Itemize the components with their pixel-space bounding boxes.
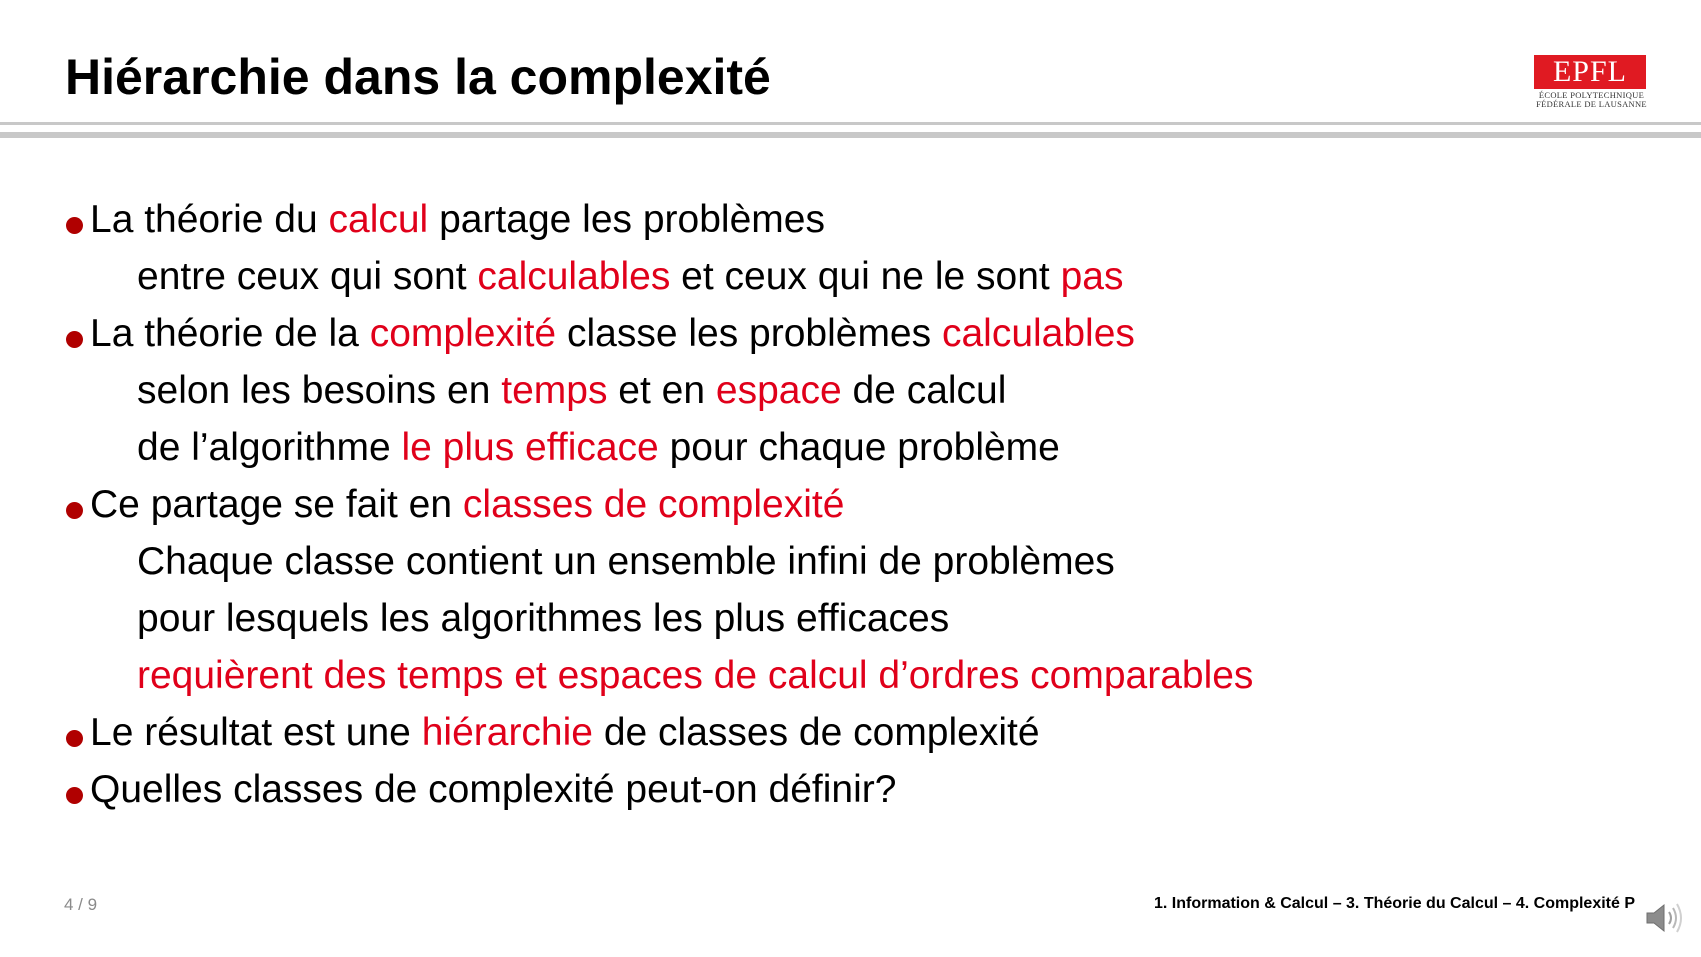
logo-subtitle (1534, 91, 1649, 109)
continuation-line (137, 252, 1123, 302)
body-text: de calcul (841, 369, 1007, 412)
bullet-dot-icon (66, 331, 83, 348)
logo-line1: ÉCOLE POLYTECHNIQUE (1538, 90, 1645, 100)
bullet-dot-icon (66, 787, 83, 804)
bullet-dot-icon (66, 217, 83, 234)
speaker-icon[interactable] (1644, 901, 1684, 935)
highlight-text: requièrent des temps et espaces de calcul d’ordres comparables (137, 654, 1254, 697)
highlight-text: espace (715, 369, 842, 412)
body-text: partage les problèmes (428, 198, 825, 241)
continuation-line (137, 366, 1006, 416)
highlight-text: temps (501, 369, 608, 412)
bullet-line (90, 708, 1040, 758)
body-text: entre ceux qui sont (137, 255, 478, 298)
body-text: et en (607, 369, 716, 412)
header-rule-thick (0, 132, 1701, 138)
body-text: Le résultat est une (90, 711, 422, 754)
continuation-line (137, 423, 1060, 473)
logo-line2: FÉDÉRALE DE LAUSANNE (1536, 99, 1647, 109)
bullet-line (90, 195, 825, 245)
highlight-text: calcul (328, 198, 429, 241)
body-text: de l’algorithme (137, 426, 402, 469)
highlight-text: hiérarchie (421, 711, 593, 754)
body-text: pour chaque problème (658, 426, 1060, 469)
epfl-logo (1534, 55, 1649, 109)
body-text: classe les problèmes (556, 312, 942, 355)
bullet-line (90, 765, 896, 815)
body-text: de classes de complexité (592, 711, 1040, 754)
footer-breadcrumb: 1. Information & Calcul – 3. Théorie du Calcul – 4. Complexité P (1154, 895, 1635, 912)
body-text: Quelles classes de complexité peut-on définir? (90, 768, 897, 811)
highlight-text: calculables (941, 312, 1135, 355)
body-text: pour lesquels les algorithmes les plus efficaces (137, 597, 950, 640)
bullet-line (90, 309, 1135, 359)
body-text: Chaque classe contient un ensemble infini de problèmes (137, 540, 1115, 583)
header-rule-thin (0, 122, 1701, 125)
body-text: selon les besoins en (137, 369, 502, 412)
continuation-line (137, 651, 1253, 701)
slide-title: Hiérarchie dans la complexité (65, 49, 771, 105)
body-text: Ce partage se fait en (90, 483, 463, 526)
highlight-text: le plus efficace (401, 426, 659, 469)
page-number: 4 / 9 (64, 895, 98, 914)
logo-wordmark: EPFL (1552, 55, 1628, 88)
body-text: La théorie du (90, 198, 329, 241)
continuation-line (137, 594, 949, 644)
highlight-text: pas (1060, 255, 1124, 298)
highlight-text: calculables (477, 255, 671, 298)
continuation-line (137, 537, 1115, 587)
bullet-dot-icon (66, 730, 83, 747)
highlight-text: complexité (369, 312, 557, 355)
highlight-text: classes de complexité (462, 483, 845, 526)
bullet-dot-icon (66, 502, 83, 519)
body-text: et ceux qui ne le sont (670, 255, 1061, 298)
body-text: La théorie de la (90, 312, 370, 355)
bullet-line (90, 480, 844, 530)
